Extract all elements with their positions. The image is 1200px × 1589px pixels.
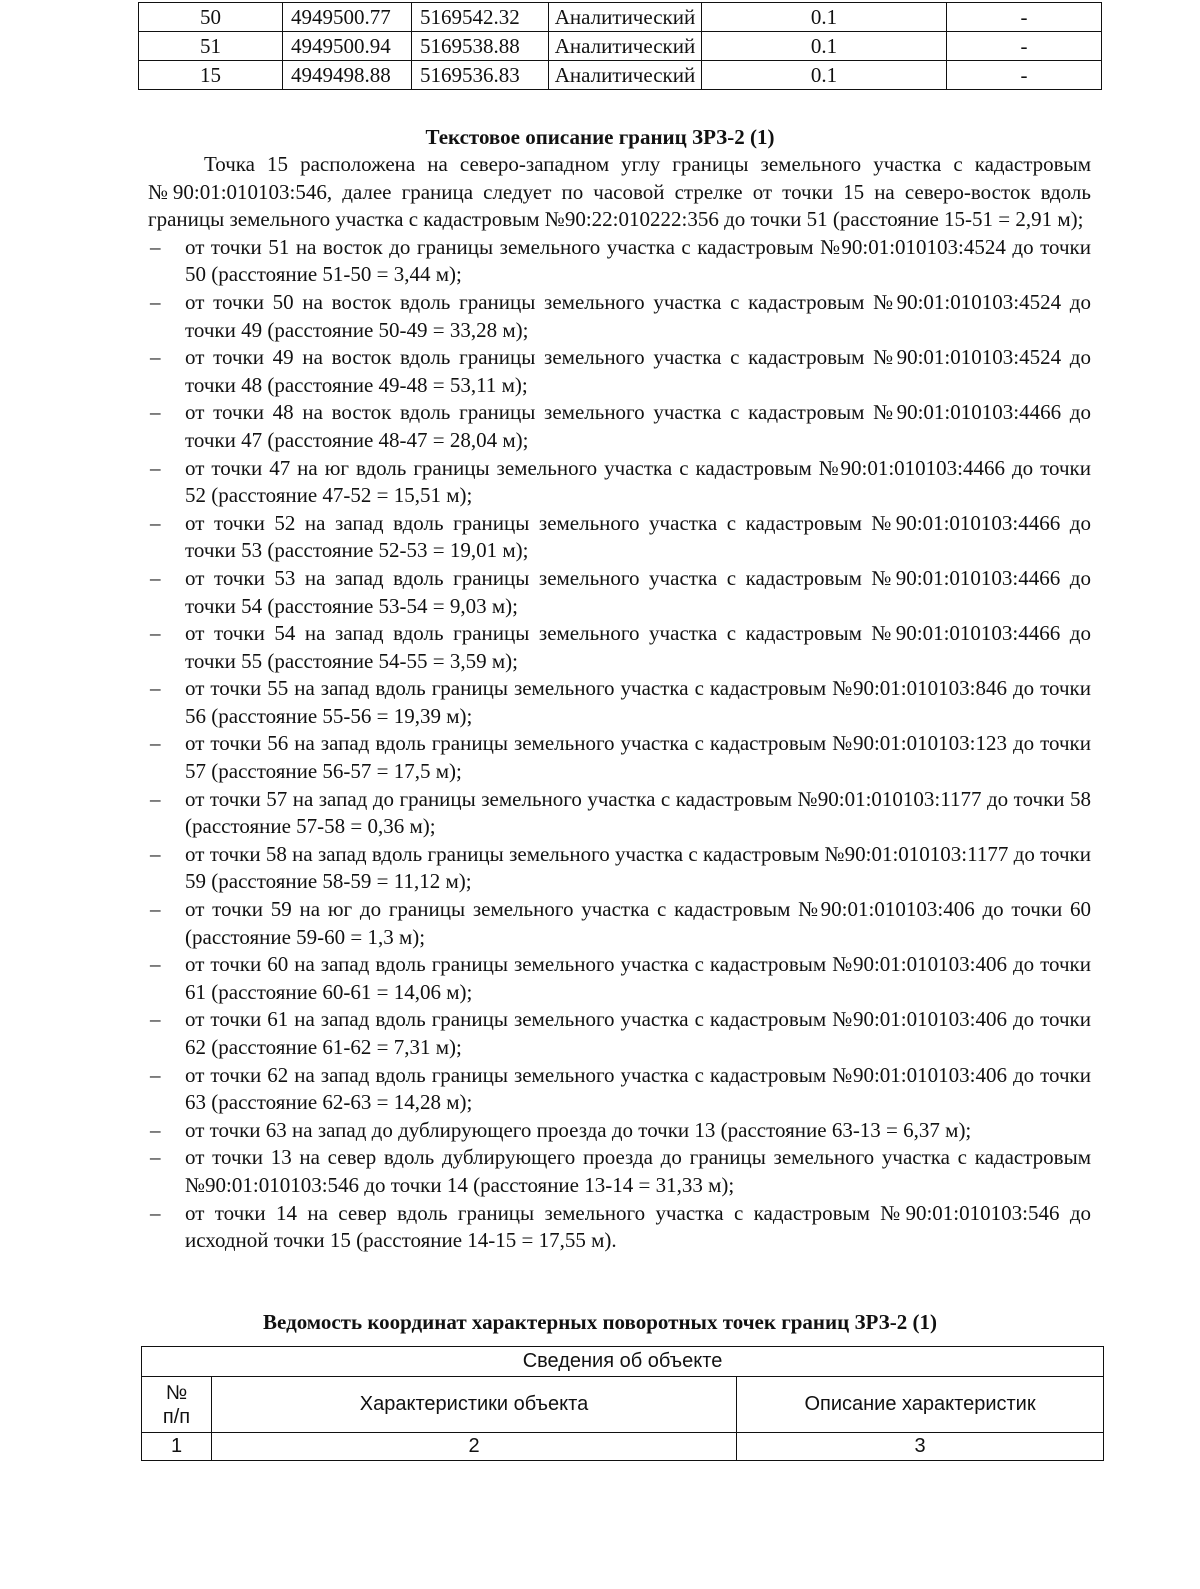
dash-marker: – — [150, 897, 161, 922]
table-row — [139, 3, 1102, 32]
dash-marker: – — [150, 676, 161, 701]
list-item-text: от точки 52 на запад вдоль границы земельного участка с кадастровым №90:01:010103:4466 до точки 53 (расстояние 52-53 = 19,01 м); — [185, 510, 1091, 563]
list-item-text: от точки 14 на север вдоль границы земельного участка с кадастровым №90:01:010103:546 до исходной точки 15 (расстояние 14-15 = 17,55 м). — [185, 1200, 1091, 1253]
list-item-text: от точки 58 на запад вдоль границы земельного участка с кадастровым №90:01:010103:1177 до точки 59 (расстояние 58-59 = 11,12 м); — [185, 841, 1091, 894]
coord-x-cell: 4949500.77 — [283, 3, 412, 32]
intro-paragraph: Точка 15 расположена на северо-западном углу границы земельного участка с кадастровым №90:01:010103:546, далее граница следует по часовой стрелке от точки 15 на северо-восток вдоль границы земельного участка с кадастровым №90:22:010222:356 до точки 51 (расстояние 15-51 = 2,91 м); — [148, 152, 1091, 232]
note-cell: - — [947, 61, 1102, 90]
list-item — [148, 1062, 1091, 1117]
column-number-header — [142, 1377, 212, 1433]
list-item-text: от точки 59 на юг до границы земельного участка с кадастровым №90:01:010103:406 до точки 60 (расстояние 59-60 = 1,3 м); — [185, 897, 1091, 949]
list-item-text: от точки 13 на север вдоль дублирующего проезда до границы земельного участка с кадастровым №90:01:010103:546 до точки 14 (расстояние 13-14 = 31,33 м); — [185, 1145, 1091, 1197]
column-description-header: Описание характеристик — [737, 1377, 1104, 1433]
table-title: Ведомость координат характерных поворотных точек границ ЗРЗ-2 (1) — [263, 1310, 937, 1334]
dash-marker: – — [150, 234, 161, 259]
dash-marker: – — [150, 400, 161, 425]
dash-marker: – — [150, 345, 161, 370]
note-cell: - — [947, 32, 1102, 61]
list-item — [148, 786, 1091, 841]
point-number-cell: 15 — [139, 61, 283, 90]
list-item-text: от точки 62 на запад вдоль границы земельного участка с кадастровым №90:01:010103:406 до точки 63 (расстояние 62-63 = 14,28 м); — [185, 1062, 1091, 1115]
point-number-cell: 50 — [139, 3, 283, 32]
dash-marker: – — [150, 1117, 161, 1142]
list-item — [148, 896, 1091, 951]
dash-marker: – — [150, 289, 161, 314]
coord-x-cell: 4949500.94 — [283, 32, 412, 61]
dash-marker: – — [150, 455, 161, 480]
method-cell: Аналитический — [549, 3, 702, 32]
dash-marker: – — [150, 841, 161, 866]
dash-marker: – — [150, 1145, 161, 1170]
list-item-text: от точки 63 на запад до дублирующего проезда до точки 13 (расстояние 63-13 = 6,37 м); — [185, 1117, 972, 1142]
list-item — [148, 234, 1091, 289]
accuracy-cell: 0.1 — [702, 61, 947, 90]
list-item-text: от точки 61 на запад вдоль границы земельного участка с кадастровым №90:01:010103:406 до точки 62 (расстояние 61-62 = 7,31 м); — [185, 1007, 1091, 1059]
column-number-2: 2 — [212, 1433, 737, 1461]
dash-marker: – — [150, 1062, 161, 1087]
list-item — [148, 344, 1091, 399]
list-item — [148, 730, 1091, 785]
dash-marker: – — [150, 1200, 161, 1225]
list-item — [148, 289, 1091, 344]
table-row — [139, 61, 1102, 90]
table-row — [139, 32, 1102, 61]
list-item-text: от точки 50 на восток вдоль границы земельного участка с кадастровым №90:01:010103:4524 до точки 49 (расстояние 50-49 = 33,28 м); — [185, 289, 1091, 342]
column-characteristics-header: Характеристики объекта — [212, 1377, 737, 1433]
list-item — [148, 841, 1091, 896]
list-item — [148, 1144, 1091, 1199]
list-item — [148, 951, 1091, 1006]
list-item-text: от точки 49 на восток вдоль границы земельного участка с кадастровым №90:01:010103:4524 до точки 48 (расстояние 49-48 = 53,11 м); — [185, 345, 1091, 397]
accuracy-cell: 0.1 — [702, 32, 947, 61]
coord-x-cell: 4949498.88 — [283, 61, 412, 90]
list-item-text: от точки 57 на запад до границы земельного участка с кадастровым №90:01:010103:1177 до точки 58 (расстояние 57-58 = 0,36 м); — [185, 786, 1091, 839]
dash-marker: – — [150, 510, 161, 535]
section-title: Текстовое описание границ ЗРЗ-2 (1) — [425, 125, 775, 149]
point-number-cell: 51 — [139, 32, 283, 61]
coord-y-cell: 5169536.83 — [412, 61, 549, 90]
column-number-label: № п/п — [162, 1381, 191, 1428]
boundary-segments-list — [148, 234, 1091, 1255]
list-item — [148, 620, 1091, 675]
method-cell: Аналитический — [549, 61, 702, 90]
list-item — [148, 1006, 1091, 1061]
list-item-text: от точки 47 на юг вдоль границы земельного участка с кадастровым №90:01:010103:4466 до точки 52 (расстояние 47-52 = 15,51 м); — [185, 455, 1091, 508]
dash-marker: – — [150, 952, 161, 977]
dash-marker: – — [150, 565, 161, 590]
list-item-text: от точки 55 на запад вдоль границы земельного участка с кадастровым №90:01:010103:846 до точки 56 (расстояние 55-56 = 19,39 м); — [185, 676, 1091, 728]
dash-marker: – — [150, 786, 161, 811]
column-number-1: 1 — [142, 1433, 212, 1461]
coordinates-table-continuation — [138, 2, 1102, 90]
list-item-text: от точки 53 на запад вдоль границы земельного участка с кадастровым №90:01:010103:4466 до точки 54 (расстояние 53-54 = 9,03 м); — [185, 565, 1091, 618]
method-cell: Аналитический — [549, 32, 702, 61]
list-item — [148, 1117, 1091, 1145]
list-item-text: от точки 60 на запад вдоль границы земельного участка с кадастровым №90:01:010103:406 до точки 61 (расстояние 60-61 = 14,06 м); — [185, 952, 1091, 1004]
list-item — [148, 565, 1091, 620]
dash-marker: – — [150, 731, 161, 756]
object-info-header: Сведения об объекте — [142, 1347, 1104, 1377]
list-item-text: от точки 54 на запад вдоль границы земельного участка с кадастровым №90:01:010103:4466 до точки 55 (расстояние 54-55 = 3,59 м); — [185, 621, 1091, 673]
list-item — [148, 675, 1091, 730]
accuracy-cell: 0.1 — [702, 3, 947, 32]
coord-y-cell: 5169542.32 — [412, 3, 549, 32]
list-item — [148, 1200, 1091, 1255]
list-item-text: от точки 56 на запад вдоль границы земельного участка с кадастровым №90:01:010103:123 до точки 57 (расстояние 56-57 = 17,5 м); — [185, 731, 1091, 784]
list-item-text: от точки 51 на восток до границы земельного участка с кадастровым №90:01:010103:4524 до точки 50 (расстояние 51-50 = 3,44 м); — [185, 234, 1091, 287]
list-item — [148, 455, 1091, 510]
note-cell: - — [947, 3, 1102, 32]
list-item — [148, 399, 1091, 454]
coord-y-cell: 5169538.88 — [412, 32, 549, 61]
column-number-3: 3 — [737, 1433, 1104, 1461]
dash-marker: – — [150, 621, 161, 646]
object-info-table — [141, 1346, 1104, 1461]
boundary-description — [148, 151, 1091, 1255]
list-item-text: от точки 48 на восток вдоль границы земельного участка с кадастровым №90:01:010103:4466 до точки 47 (расстояние 48-47 = 28,04 м); — [185, 400, 1091, 452]
list-item — [148, 510, 1091, 565]
dash-marker: – — [150, 1007, 161, 1032]
